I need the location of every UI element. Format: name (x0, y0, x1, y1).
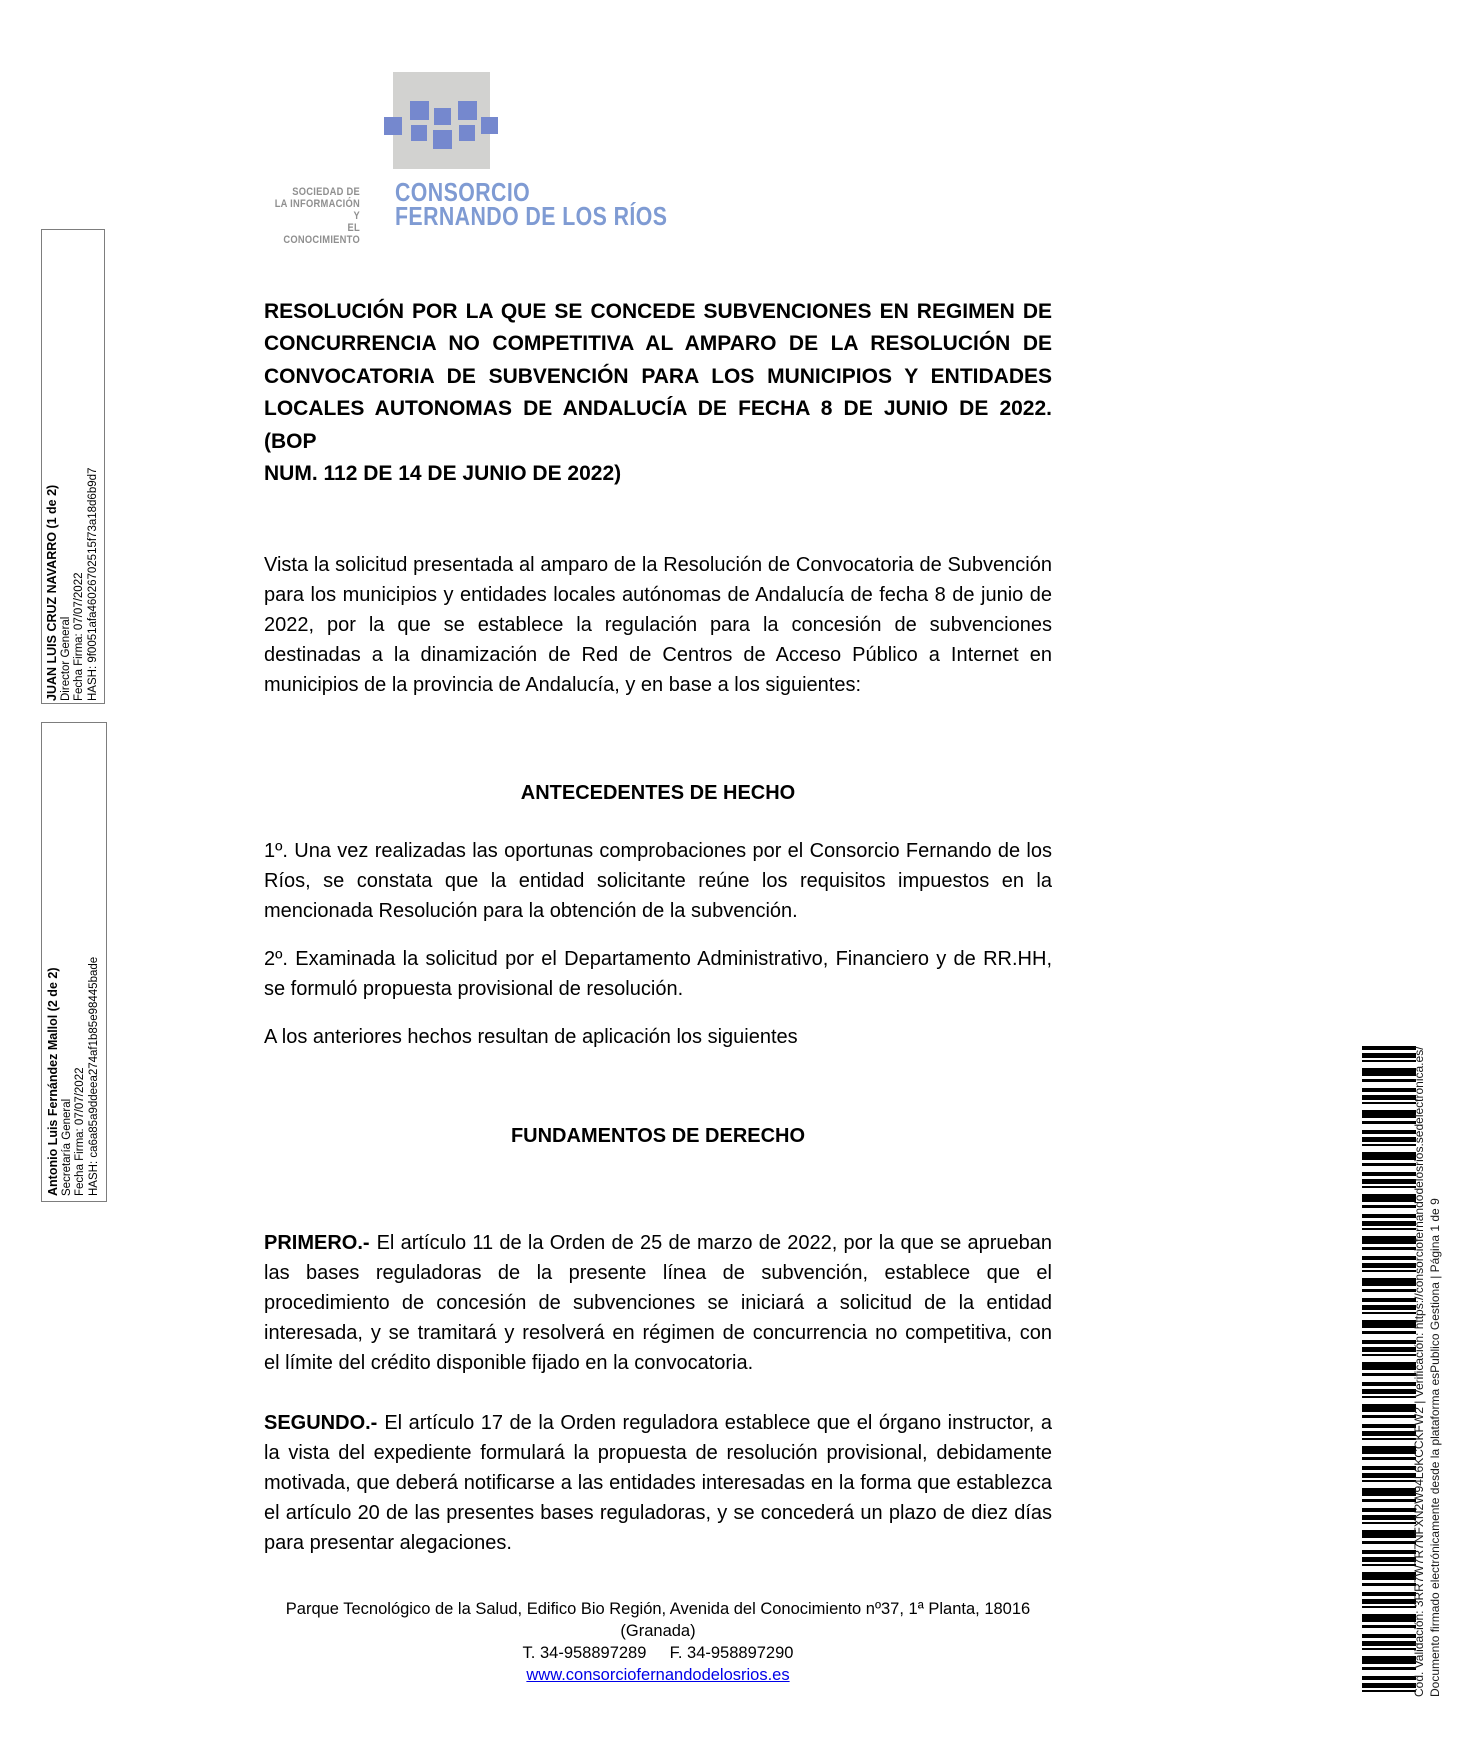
signature-2-text (47, 728, 101, 1196)
footer-address-line1: Parque Tecnológico de la Salud, Edifico Bio Región, Avenida del Conocimiento nº37, 1ª Planta, 18016 (285, 1600, 1031, 1618)
signer-name: JUAN LUIS CRUZ NAVARRO (1 de 2) (45, 484, 59, 701)
logo-pixel (433, 130, 452, 149)
title-lines: RESOLUCIÓN POR LA QUE SE CONCEDE SUBVENCIONES EN REGIMEN DE CONCURRENCIA NO COMPETITIVA AL AMPARO DE LA RESOLUCIÓN DE CONVOCATORIA DE SUBVENCIÓN PARA LOS MUNICIPIOS Y ENTIDADES LOCALES AUTONOMAS DE ANDALUCÍA DE FECHA 8 DE JUNIO DE 2022. (BOP (264, 300, 1052, 453)
paragraph-lines: las bases reguladoras de la presente línea de subvención, establece que el procedimiento de concesión de subvenciones se iniciará a solicitud de la entidad interesada, y se tramitará y resolverá en régimen de concurrencia no competitiva, con (264, 1262, 1052, 1344)
heading-fundamentos: FUNDAMENTOS DE DERECHO (510, 1125, 806, 1147)
signature-hash: HASH: 9f0051afa46026702515f73a18d6b9d7 (86, 467, 99, 701)
logo-wordmark-line1: CONSORCIO (395, 177, 531, 207)
logo-wordmark (395, 177, 668, 231)
paragraph-primero (264, 1228, 1052, 1378)
logo-pixel (459, 125, 475, 141)
validation-caption (1412, 1007, 1443, 1697)
paragraph-aplicacion: A los anteriores hechos resultan de aplicación los siguientes (264, 1026, 798, 1048)
paragraph-last-line: mencionada Resolución para la obtención de la subvención. (264, 900, 798, 922)
logo-pixel (411, 125, 427, 141)
logo-pixel (410, 101, 429, 120)
logo-wordmark-line2: FERNANDO DE LOS RÍOS (395, 201, 668, 231)
logo-pixel (481, 117, 498, 134)
logo-pixel (458, 101, 477, 120)
logo-graphic (393, 72, 490, 169)
logo-society-line: LA INFORMACIÓN Y (274, 198, 360, 222)
page-footer (264, 1598, 1052, 1686)
paragraph-first-line (264, 1408, 1052, 1438)
signature-box-1 (41, 229, 105, 704)
title-last-line: NUM. 112 DE 14 DE JUNIO DE 2022) (264, 462, 622, 486)
paragraph-last-line: se formuló propuesta provisional de resolución. (264, 978, 684, 1000)
primero-label: PRIMERO.- (264, 1232, 370, 1254)
document-title (264, 296, 1052, 490)
footer-website-link[interactable]: www.consorciofernandodelosrios.es (526, 1666, 790, 1684)
footer-phones (264, 1642, 1052, 1664)
paragraph-hecho-2 (264, 944, 1052, 1004)
signer-role: Director General (59, 616, 72, 701)
primero-first-line-rest: El artículo 11 de la Orden de 25 de marzo de 2022, por la que se aprueban (376, 1232, 1052, 1254)
signer-name: Antonio Luis Fernández Mallol (2 de 2) (46, 967, 60, 1196)
footer-address-line2: (Granada) (620, 1622, 696, 1640)
footer-address (264, 1598, 1052, 1642)
logo-pixel (384, 117, 402, 135)
segundo-first-line-rest: El artículo 17 de la Orden reguladora establece que el órgano instructor, a (384, 1412, 1052, 1434)
paragraph-last-line: municipios de la provincia de Andalucía, y en base a los siguientes: (264, 674, 862, 696)
paragraph-lines: 1º. Una vez realizadas las oportunas comprobaciones por el Consorcio Fernando de los Ríos, se constata que la entidad solicitante reúne los requisitos impuestos en la (264, 840, 1052, 892)
paragraph-segundo (264, 1408, 1052, 1558)
paragraph-last-line: para presentar alegaciones. (264, 1532, 512, 1554)
signed-platform-line: Documento firmado electrónicamente desde la plataforma esPublico Gestiona | Página 1 de 9 (1427, 1198, 1442, 1697)
barcode (1362, 1046, 1416, 1692)
signature-date: Fecha Firma: 07/07/2022 (73, 572, 85, 701)
footer-fax: F. 34-958897290 (669, 1644, 794, 1662)
paragraph-lines: Vista la solicitud presentada al amparo de la Resolución de Convocatoria de Subvención para los municipios y entidades locales autónomas de Andalucía de fecha 8 de junio de 2022, por la que se establece la regulación para la concesión de subvenciones destinadas a la dinamización de Red de Centros de Acceso Público a Internet en (264, 554, 1052, 666)
validation-code-line: Cód. Validación: 3RR7W7R7NFXN2W94L6KCCKFW2 | Verificación: https://consorciofernandodelosrios.sedelectronica.es/ (1412, 1046, 1426, 1697)
signature-date: Fecha Firma: 07/07/2022 (74, 1067, 86, 1196)
segundo-label: SEGUNDO.- (264, 1412, 378, 1434)
paragraph-lines: la vista del expediente formulará la propuesta de resolución provisional, debidamente motivada, que deberá notificarse a las entidades interesadas en la forma que establezca el artículo 20 de las presentes bases reguladoras, y se concederá un plazo de diez días (264, 1442, 1052, 1524)
signer-role: Secretaría General (60, 1098, 73, 1196)
signature-box-2 (41, 722, 107, 1202)
logo-society-line: EL CONOCIMIENTO (283, 222, 360, 246)
footer-phone: T. 34-958897289 (522, 1644, 647, 1662)
paragraph-last-line: el límite del crédito disponible fijado en la convocatoria. (264, 1352, 754, 1374)
logo-society-lines (273, 186, 360, 246)
signature-hash: HASH: ca6a85a9ddeea274af1b85e98445bade (87, 956, 100, 1196)
paragraph-hecho-1 (264, 836, 1052, 926)
signature-1-text (46, 233, 100, 701)
logo-pixel (434, 108, 451, 125)
paragraph-first-line (264, 1228, 1052, 1258)
paragraph-intro (264, 550, 1052, 700)
heading-antecedentes: ANTECEDENTES DE HECHO (520, 782, 796, 804)
logo-society-line: SOCIEDAD DE (292, 186, 360, 198)
paragraph-lines: 2º. Examinada la solicitud por el Departamento Administrativo, Financiero y de RR.HH, (264, 948, 1052, 970)
